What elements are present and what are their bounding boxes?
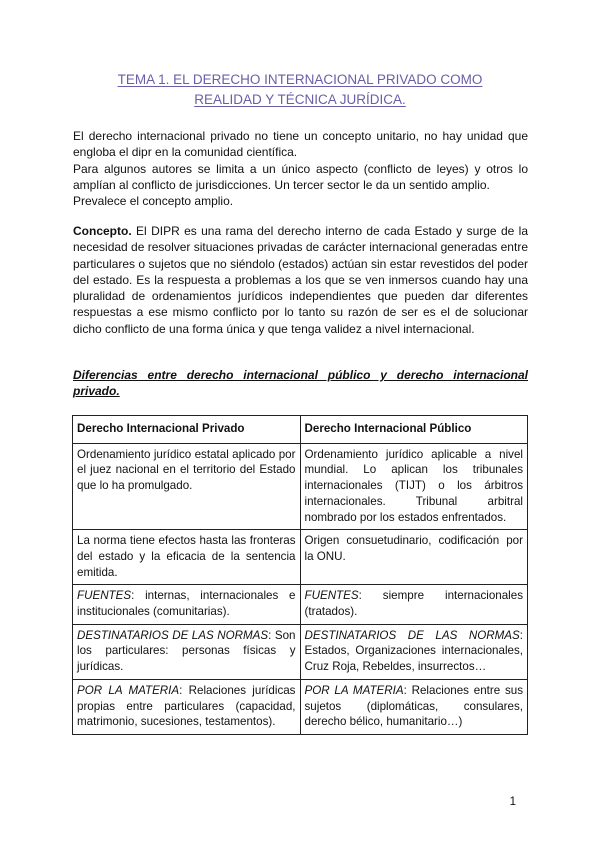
intro-paragraph-1: El derecho internacional privado no tiene un concepto unitario, no hay unidad que engloba el dipr en la comunidad científica. [73, 129, 528, 160]
title-line-1: TEMA 1. EL DERECHO INTERNACIONAL PRIVADO COMO [117, 72, 483, 87]
intro-paragraph-3: Prevalece el concepto amplio. [73, 194, 234, 209]
cell-text: : Son los particulares: personas físicas y jurídicas. [77, 628, 296, 674]
concept-paragraph [73, 223, 528, 337]
header-public: Derecho Internacional Público [300, 416, 528, 444]
title-line-2: REALIDAD Y TÉCNICA JURÍDICA. [194, 92, 406, 107]
concept-label: Concepto. [73, 224, 132, 238]
concept-section [73, 223, 528, 337]
comparison-table [72, 415, 528, 735]
cell-text: Ordenamiento jurídico aplicable a nivel mundial. Lo aplican los tribunales internacionales (TIJT) o los árbitros internacionales. Tribunal arbitral nombrado por los estados enfrentados. [304, 447, 523, 524]
cell-public [300, 585, 528, 624]
cell-label: FUENTES [304, 589, 359, 603]
cell-text: : Relaciones jurídicas propias entre particulares (capacidad, matrimonio, sucesiones, testamentos). [77, 683, 296, 729]
table-header-row [73, 416, 528, 444]
cell-public [300, 679, 528, 734]
cell-private [73, 530, 301, 585]
cell-private [73, 585, 301, 624]
intro-section [73, 128, 528, 209]
concept-text: El DIPR es una rama del derecho interno de cada Estado y surge de la necesidad de resolver situaciones privadas de carácter internacional generadas entre particulares o sujetos que no siéndolo (estados) actúan sin estar revestidos del poder del estado. Es la respuesta a problemas a los que se ven inmersos cuando hay una pluralidad de ordenamientos jurídicos independientes que pueden dar diferentes respuestas a ese mismo conflicto por lo tanto su razón de ser es el de solucionar dicho conflicto de una forma única y que tenga validez a nivel internacional. [73, 224, 528, 336]
cell-private [73, 624, 301, 679]
table-row [73, 530, 528, 585]
page-number: 1 [509, 796, 516, 808]
cell-label: DESTINATARIOS DE LAS NORMAS [77, 628, 269, 642]
header-private: Derecho Internacional Privado [73, 416, 301, 444]
cell-label: DESTINATARIOS DE LAS NORMAS [304, 628, 520, 642]
table-row [73, 679, 528, 734]
cell-private [73, 679, 301, 734]
table-row [73, 443, 528, 530]
cell-text: : Relaciones entre sus sujetos (diplomáticas, consulares, derecho bélico, humanitario…) [304, 683, 523, 729]
table-row [73, 624, 528, 679]
cell-label: FUENTES [77, 589, 132, 603]
cell-text: Origen consuetudinario, codificación por la ONU. [304, 534, 523, 563]
cell-text: Ordenamiento jurídico estatal aplicado por el juez nacional en el territorio del Estado que lo ha promulgado. [77, 447, 296, 493]
cell-text: : Estados, Organizaciones internacionales, Cruz Roja, Rebeldes, insurrectos… [304, 628, 523, 674]
cell-text: : internas, internacionales e institucionales (comunitarias). [77, 589, 296, 619]
differences-heading: Diferencias entre derecho internacional público y derecho internacional privado. [73, 368, 528, 399]
cell-public [300, 530, 528, 585]
cell-private [73, 443, 301, 530]
cell-label: POR LA MATERIA [304, 683, 404, 697]
cell-public [300, 624, 528, 679]
cell-text: La norma tiene efectos hasta las fronteras del estado y la eficacia de la sentencia emitida. [77, 534, 296, 579]
intro-paragraph-2: Para algunos autores se limita a un único aspecto (conflicto de leyes) y otros lo amplían al conflicto de jurisdicciones. Un tercer sector le da un sentido amplio. [73, 161, 528, 192]
page-title [72, 70, 528, 110]
cell-label: POR LA MATERIA [77, 683, 180, 697]
table-row [73, 585, 528, 624]
cell-text: : siempre internacionales (tratados). [304, 589, 523, 619]
cell-public [300, 443, 528, 530]
